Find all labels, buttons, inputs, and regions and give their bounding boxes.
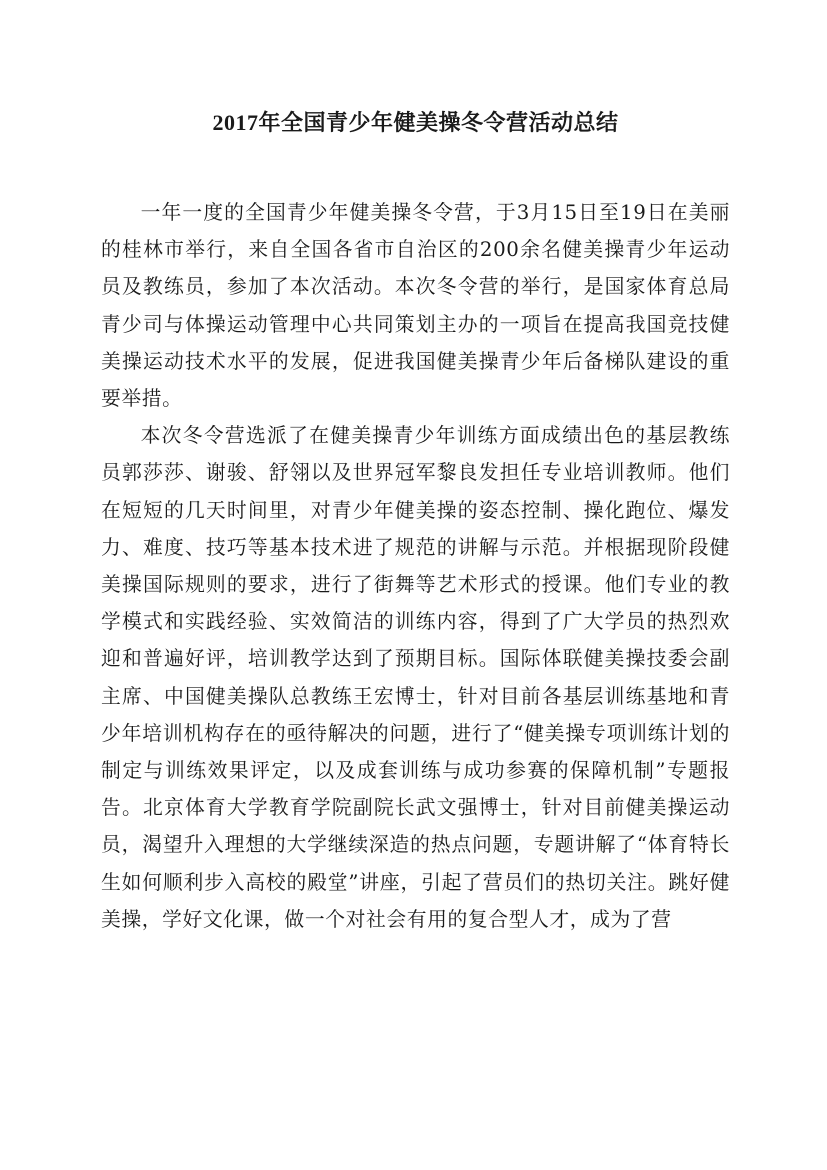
paragraph-training: 本次冬令营选派了在健美操青少年训练方面成绩出色的基层教练员郭莎莎、谢骏、舒翎以及世界冠军黎良发担任专业培训教师。他们在短短的几天时间里，对青少年健美操的姿态控制、操化跑位、爆发力、难度、技巧等基本技术进了规范的讲解与示范。并根据现阶段健美操国际规则的要求，进行了街舞等艺术形式的授课。他们专业的教学模式和实践经验、实效简洁的训练内容，得到了广大学员的热烈欢迎和普遍好评，培训教学达到了预期目标。国际体联健美操技委会副主席、中国健美操队总教练王宏博士，针对目前各基层训练基地和青少年培训机构存在的亟待解决的问题，进行了“健美操专项训练计划的制定与训练效果评定，以及成套训练与成功参赛的保障机制”专题报告。北京体育大学教育学院副院长武文强博士，针对目前健美操运动员，渴望升入理想的大学继续深造的热点问题，专题讲解了“体育特长生如何顺利步入高校的殿堂”讲座，引起了营员们的热切关注。跳好健美操，学好文化课，做一个对社会有用的复合型人才，成为了营: [101, 424, 730, 931]
document-title: 2017年全国青少年健美操冬令营活动总结: [212, 110, 619, 135]
document-body: [101, 194, 730, 938]
paragraph-intro: 一年一度的全国青少年健美操冬令营，于3月15日至19日在美丽的桂林市举行，来自全国各省市自治区的200余名健美操青少年运动员及教练员，参加了本次活动。本次冬令营的举行，是国家体育总局青少司与体操运动管理中心共同策划主办的一项旨在提高我国竞技健美操运动技术水平的发展，促进我国健美操青少年后备梯队建设的重要举措。: [101, 201, 730, 411]
